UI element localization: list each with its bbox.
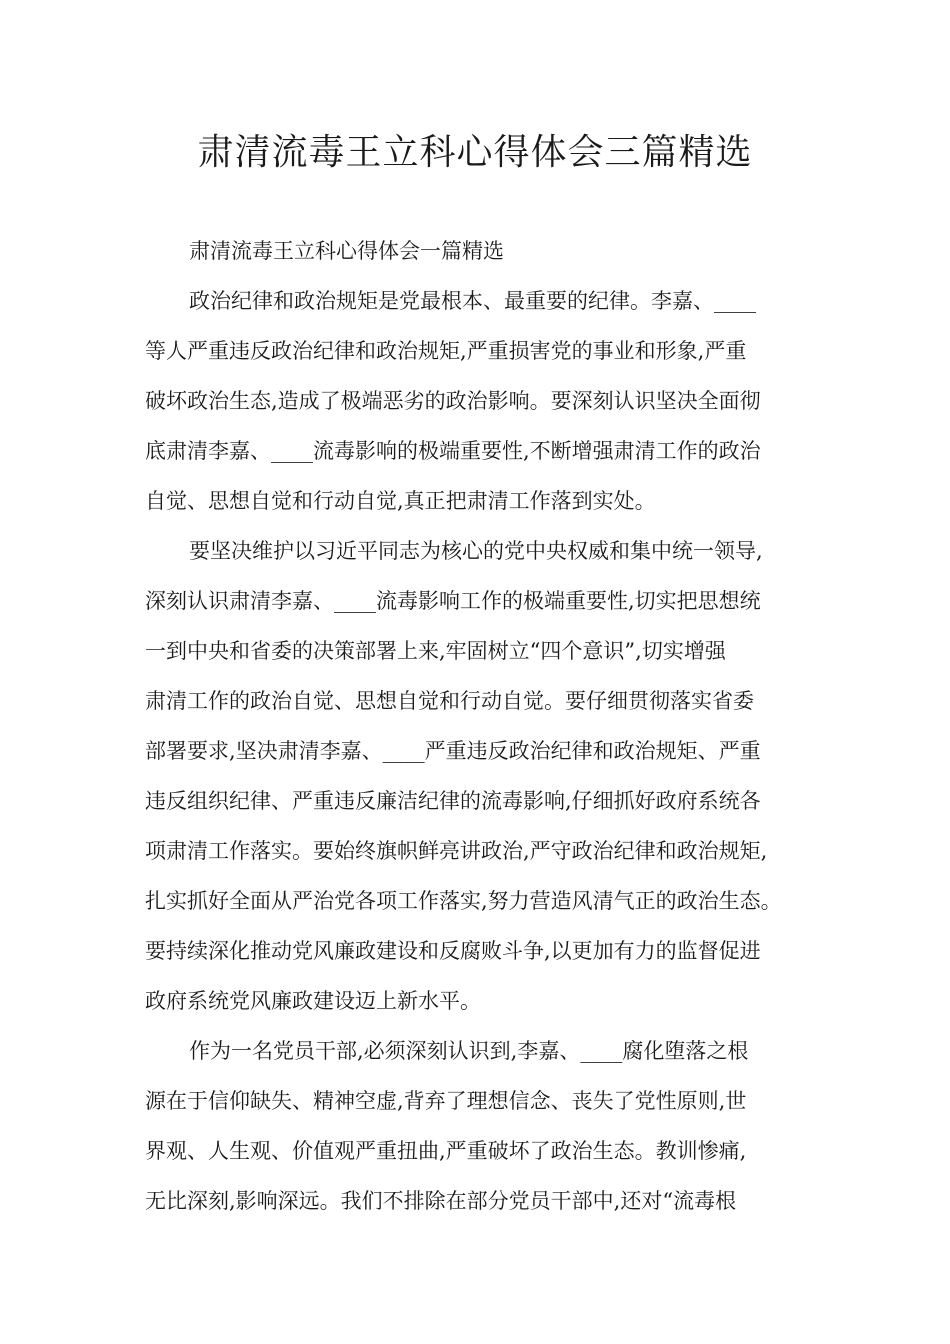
paragraph-line: 一到中央和省委的决策部署上来,牢固树立“四个意识”,切实增强 — [145, 639, 726, 663]
paragraph-line: 政治纪律和政治规矩是党最根本、最重要的纪律。李嘉、____ — [189, 289, 756, 313]
paragraph-line: 深刻认识肃清李嘉、____流毒影响工作的极端重要性,切实把思想统 — [145, 589, 761, 613]
paragraph-line: 项肃清工作落实。要始终旗帜鲜亮讲政治,严守政治纪律和政治规矩, — [145, 839, 768, 863]
document-title: 肃清流毒王立科心得体会三篇精选 — [197, 132, 753, 173]
paragraph-line: 等人严重违反政治纪律和政治规矩,严重损害党的事业和形象,严重 — [145, 339, 747, 363]
paragraph-line: 政府系统党风廉政建设迈上新水平。 — [145, 989, 481, 1013]
paragraph-line: 要坚决维护以习近平同志为核心的党中央权威和集中统一领导, — [189, 539, 763, 563]
paragraph-line: 作为一名党员干部,必须深刻认识到,李嘉、____腐化堕落之根 — [189, 1039, 749, 1063]
paragraph-line: 部署要求,坚决肃清李嘉、____严重违反政治纪律和政治规矩、严重 — [145, 739, 761, 763]
section-heading: 肃清流毒王立科心得体会一篇精选 — [189, 239, 504, 263]
paragraph-line: 肃清工作的政治自觉、思想自觉和行动自觉。要仔细贯彻落实省委 — [145, 689, 754, 713]
paragraph-line: 无比深刻,影响深远。我们不排除在部分党员干部中,还对“流毒根 — [145, 1189, 737, 1213]
paragraph-line: 源在于信仰缺失、精神空虚,背弃了理想信念、丧失了党性原则,世 — [145, 1089, 747, 1113]
paragraph-line: 违反组织纪律、严重违反廉洁纪律的流毒影响,仔细抓好政府系统各 — [145, 789, 761, 813]
paragraph-line: 破坏政治生态,造成了极端恶劣的政治影响。要深刻认识坚决全面彻 — [145, 389, 761, 413]
paragraph-line: 界观、人生观、价值观严重扭曲,严重破坏了政治生态。教训惨痛, — [145, 1139, 747, 1163]
paragraph-line: 自觉、思想自觉和行动自觉,真正把肃清工作落到实处。 — [145, 489, 656, 513]
paragraph-line: 扎实抓好全面从严治党各项工作落实,努力营造风清气正的政治生态。 — [145, 889, 782, 913]
paragraph-line: 要持续深化推动党风廉政建设和反腐败斗争,以更加有力的监督促进 — [145, 939, 761, 963]
paragraph-line: 底肃清李嘉、____流毒影响的极端重要性,不断增强肃清工作的政治 — [145, 439, 761, 463]
